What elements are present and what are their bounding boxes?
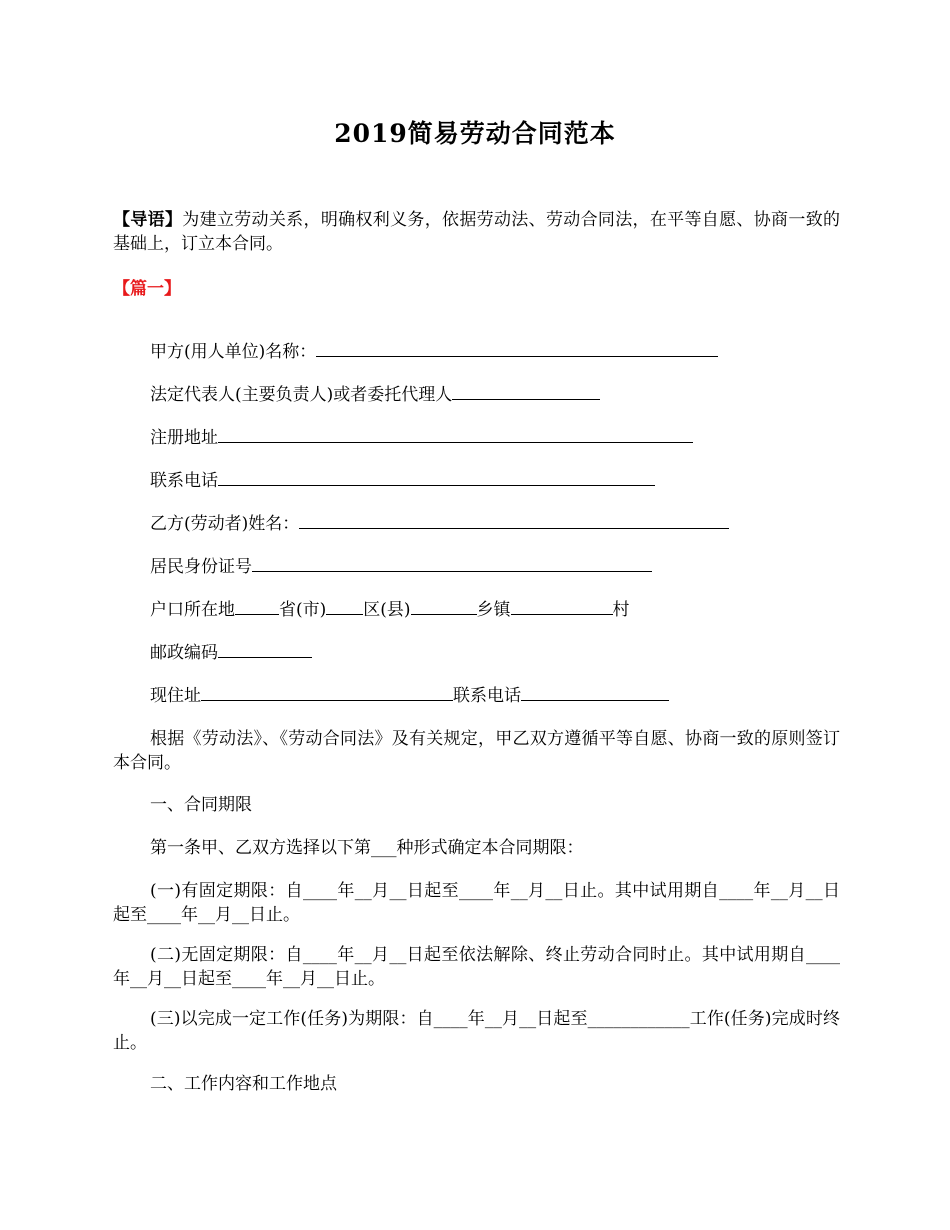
section-label: 【篇一】 — [113, 279, 181, 299]
postal-code-label: 邮政编码 — [150, 643, 218, 663]
reg-address-label: 注册地址 — [150, 428, 218, 448]
hukou-label: 户口所在地 — [150, 600, 235, 620]
hukou-village-label: 村 — [612, 600, 630, 620]
article-1: 第一条甲、乙双方选择以下第___种形式确定本合同期限： — [150, 838, 584, 858]
intro-text: 为建立劳动关系，明确权利义务，依据劳动法、劳动合同法，在平等自愿、协商一致的基础上，订立本合同。 — [113, 210, 841, 254]
employer-name-field — [150, 340, 718, 364]
term-open-paragraph: (二)无固定期限：自____年__月__日起至依法解除、终止劳动合同时止。其中试用期自____年__月__日起至____年__月__日止。 — [113, 945, 840, 989]
current-address-blank — [201, 684, 453, 701]
phone1-field — [150, 469, 655, 493]
intro-tag: 【导语】 — [113, 210, 183, 230]
phone2-blank — [521, 684, 669, 701]
employee-name-label: 乙方(劳动者)姓名： — [150, 514, 300, 534]
phone1-blank — [218, 469, 655, 486]
postal-code-field — [150, 641, 312, 665]
reg-address-blank — [218, 426, 693, 443]
hukou-province-label: 省(市) — [279, 600, 327, 620]
term-task-paragraph: (三)以完成一定工作(任务)为期限：自____年__月__日起至____________工作(任务)完成时终止。 — [113, 1009, 840, 1053]
hukou-province-blank — [235, 598, 279, 615]
legal-rep-field — [150, 383, 600, 407]
hukou-district-label: 区(县) — [363, 600, 411, 620]
hukou-district-blank — [326, 598, 363, 615]
phone2-label: 联系电话 — [453, 686, 521, 706]
id-number-blank — [252, 555, 652, 572]
postal-code-blank — [218, 641, 312, 658]
hukou-town-label: 乡镇 — [476, 600, 511, 620]
employer-name-label: 甲方(用人单位)名称： — [150, 342, 317, 362]
legal-rep-label: 法定代表人(主要负责人)或者委托代理人 — [150, 385, 453, 405]
employee-name-blank — [299, 512, 729, 529]
term-fixed-paragraph: (一)有固定期限：自____年__月__日起至____年__月__日止。其中试用期自____年__月__日起至____年__月__日止。 — [113, 881, 840, 925]
legal-rep-blank — [452, 383, 600, 400]
basis-paragraph: 根据《劳动法》、《劳动合同法》及有关规定，甲乙双方遵循平等自愿、协商一致的原则签订本合同。 — [113, 729, 840, 773]
heading-work-content: 二、工作内容和工作地点 — [150, 1074, 337, 1094]
hukou-village-blank — [511, 598, 613, 615]
id-number-field — [150, 555, 652, 579]
hukou-field — [150, 598, 630, 622]
employer-name-blank — [316, 340, 718, 357]
phone1-label: 联系电话 — [150, 471, 218, 491]
current-address-label: 现住址 — [150, 686, 201, 706]
document-title: 2019简易劳动合同范本 — [334, 119, 616, 148]
intro-paragraph — [113, 208, 840, 256]
heading-contract-term: 一、合同期限 — [150, 795, 252, 815]
employee-name-field — [150, 512, 729, 536]
hukou-town-blank — [411, 598, 477, 615]
current-address-field — [150, 684, 669, 708]
id-number-label: 居民身份证号 — [150, 557, 252, 577]
reg-address-field — [150, 426, 693, 450]
